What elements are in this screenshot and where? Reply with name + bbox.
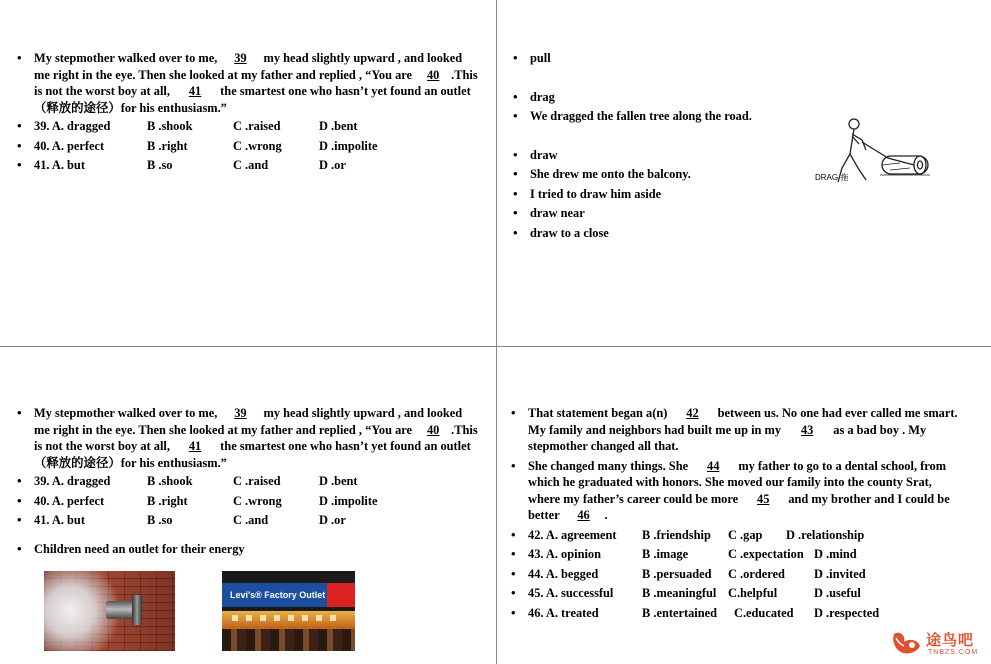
option-a: • 39. A. dragged bbox=[34, 474, 111, 488]
panel-top-right bbox=[512, 50, 812, 241]
option-row-42 bbox=[510, 527, 962, 544]
passage-text: My stepmother walked over to me, bbox=[34, 51, 218, 65]
option-c: C .and bbox=[233, 513, 269, 527]
blank-42: 42 bbox=[686, 406, 699, 420]
factory-outlet-photo bbox=[222, 571, 355, 651]
option-b: B .right bbox=[147, 138, 188, 153]
option-c: C .and bbox=[233, 158, 269, 172]
option-c: C.helpful bbox=[728, 586, 778, 600]
blank-39: 39 bbox=[234, 406, 247, 420]
option-d: D .invited bbox=[814, 566, 866, 581]
option-d: D .useful bbox=[814, 586, 861, 600]
option-d: D .bent bbox=[319, 119, 358, 133]
option-a: • 41. A. but bbox=[34, 513, 85, 527]
storefront-lights bbox=[232, 615, 342, 621]
passage-text: .This is not the worst boy at all, bbox=[34, 67, 478, 98]
figure-head bbox=[849, 119, 859, 129]
option-b: B .so bbox=[147, 158, 173, 172]
figure-leg bbox=[850, 154, 866, 180]
option-c: C .gap bbox=[728, 527, 763, 542]
passage-text: my head slightly upward , and looked me right in the eye. Then she looked at my father and replied , bbox=[34, 406, 463, 437]
option-row-40 bbox=[16, 138, 480, 155]
passage-text: “You are bbox=[365, 67, 413, 82]
option-d: D .or bbox=[319, 513, 346, 527]
blank-43: 43 bbox=[800, 422, 814, 437]
sign-accent bbox=[327, 583, 355, 607]
vocab-draw-example-3: • draw near bbox=[512, 205, 812, 222]
option-b: B .meaningful bbox=[642, 586, 717, 600]
blank-44: 44 bbox=[707, 458, 720, 473]
log-grain bbox=[882, 163, 910, 170]
option-c: C .raised bbox=[233, 119, 281, 133]
option-b: B .image bbox=[642, 547, 689, 561]
vocab-draw-example-4: • draw to a close bbox=[512, 225, 812, 242]
option-row-40 bbox=[16, 493, 480, 510]
passage-text: . bbox=[604, 508, 608, 522]
option-c: C .wrong bbox=[233, 493, 282, 508]
option-a: • 45. A. successful bbox=[528, 586, 614, 600]
option-b: B .shook bbox=[147, 119, 193, 133]
rope bbox=[862, 142, 914, 165]
option-a: • 41. A. but bbox=[34, 158, 85, 172]
steam-outlet-photo bbox=[44, 571, 175, 651]
passage-text: the smartest one who hasn’t yet found an outlet（释放的途径）for his enthusiasm.” bbox=[34, 84, 471, 115]
option-b: B .so bbox=[147, 513, 173, 527]
passage-a-text-repeat bbox=[16, 405, 480, 471]
option-c: C .expectation bbox=[728, 547, 804, 561]
option-b: B .entertained bbox=[642, 605, 718, 620]
option-a: • 39. A. dragged bbox=[34, 119, 111, 133]
option-b: B .friendship bbox=[642, 527, 711, 542]
option-a: • 40. A. perfect bbox=[34, 493, 105, 508]
vocab-drag-example: • We dragged the fallen tree along the road. bbox=[512, 108, 812, 125]
option-row-43 bbox=[510, 546, 962, 563]
option-d: D .respected bbox=[814, 605, 880, 620]
passage-b-paragraph-1 bbox=[510, 405, 962, 455]
passage-text: My stepmother walked over to me, bbox=[34, 406, 218, 420]
option-row-39 bbox=[16, 118, 480, 135]
log-ring bbox=[918, 161, 923, 169]
passage-text: my father to go to a dental school, from which he graduated with honors. She moved our family into the county Srat, where my father’s career could be more bbox=[528, 458, 947, 506]
vertical-divider bbox=[496, 0, 497, 664]
option-row-41 bbox=[16, 157, 480, 174]
option-a: • 42. A. agreement bbox=[528, 527, 617, 542]
vocab-draw-example-2: • I tried to draw him aside bbox=[512, 186, 812, 203]
option-c: C .ordered bbox=[728, 566, 785, 581]
option-row-45 bbox=[510, 585, 962, 602]
option-b: B .shook bbox=[147, 474, 193, 488]
option-a: • 46. A. treated bbox=[528, 605, 599, 620]
passage-text: as a bad boy . My stepmother changed all that. bbox=[528, 422, 927, 453]
vocab-draw-example-1: • She drew me onto the balcony. bbox=[512, 166, 812, 183]
shoppers bbox=[222, 629, 355, 651]
blank-41: 41 bbox=[188, 84, 202, 98]
option-d: D .mind bbox=[814, 547, 857, 561]
blank-45: 45 bbox=[757, 491, 770, 506]
passage-text: .This is not the worst boy at all, bbox=[34, 422, 478, 453]
outlet-note: • Children need an outlet for their energy bbox=[16, 541, 480, 558]
option-c: C .raised bbox=[233, 474, 281, 488]
watermark-url: TNBZS.COM bbox=[928, 649, 979, 656]
watermark bbox=[890, 628, 986, 660]
option-d: D .impolite bbox=[319, 493, 378, 508]
log-end bbox=[914, 156, 926, 174]
panel-bottom-right bbox=[510, 405, 962, 621]
option-row-44 bbox=[510, 566, 962, 583]
panel-bottom-left bbox=[16, 405, 480, 557]
passage-text: That statement began a(n) bbox=[528, 406, 668, 420]
blank-40: 40 bbox=[426, 67, 440, 82]
option-d: D .bent bbox=[319, 474, 358, 488]
option-row-46 bbox=[510, 605, 962, 622]
vocab-draw: • draw bbox=[512, 147, 812, 164]
blank-39: 39 bbox=[234, 51, 247, 65]
option-b: B .persuaded bbox=[642, 566, 712, 581]
option-a: • 40. A. perfect bbox=[34, 138, 105, 153]
vocab-pull: • pull bbox=[512, 50, 812, 67]
vocab-drag: • drag bbox=[512, 89, 812, 106]
option-d: D .impolite bbox=[319, 138, 378, 153]
passage-text: and my brother and I could be better bbox=[528, 491, 950, 522]
passage-a-text bbox=[16, 50, 480, 116]
option-c: C .wrong bbox=[233, 138, 282, 153]
passage-text: the smartest one who hasn’t yet found an outlet（释放的途径）for his enthusiasm.” bbox=[34, 439, 471, 470]
blank-40: 40 bbox=[426, 422, 440, 437]
store-sign-text: Levi's® Factory Outlet bbox=[230, 590, 326, 600]
passage-text: “You are bbox=[365, 422, 413, 437]
option-c: C.educated bbox=[734, 605, 794, 620]
option-row-41 bbox=[16, 512, 480, 529]
figure-arm bbox=[852, 134, 866, 150]
option-b: B .right bbox=[147, 493, 188, 508]
bird-logo-icon bbox=[890, 628, 924, 658]
watermark-name: 途鸟吧 bbox=[926, 631, 975, 649]
passage-b-paragraph-2 bbox=[510, 458, 962, 524]
passage-text: my head slightly upward , and looked me right in the eye. Then she looked at my father and replied , bbox=[34, 51, 463, 82]
blank-46: 46 bbox=[577, 508, 590, 522]
passage-text: She changed many things. She bbox=[528, 458, 689, 473]
option-d: D .relationship bbox=[786, 527, 865, 542]
option-row-39 bbox=[16, 473, 480, 490]
pipe-flange bbox=[132, 595, 142, 625]
panel-top-left bbox=[16, 50, 480, 174]
blank-41: 41 bbox=[188, 439, 202, 453]
passage-text: between us. No one had ever called me smart. My family and neighbors had built me up in my bbox=[528, 406, 958, 437]
figure-body bbox=[850, 129, 854, 154]
option-a: • 43. A. opinion bbox=[528, 547, 601, 561]
illustration-caption: DRAG 拖 bbox=[815, 173, 849, 182]
option-d: D .or bbox=[319, 158, 346, 172]
option-a: • 44. A. begged bbox=[528, 566, 599, 581]
